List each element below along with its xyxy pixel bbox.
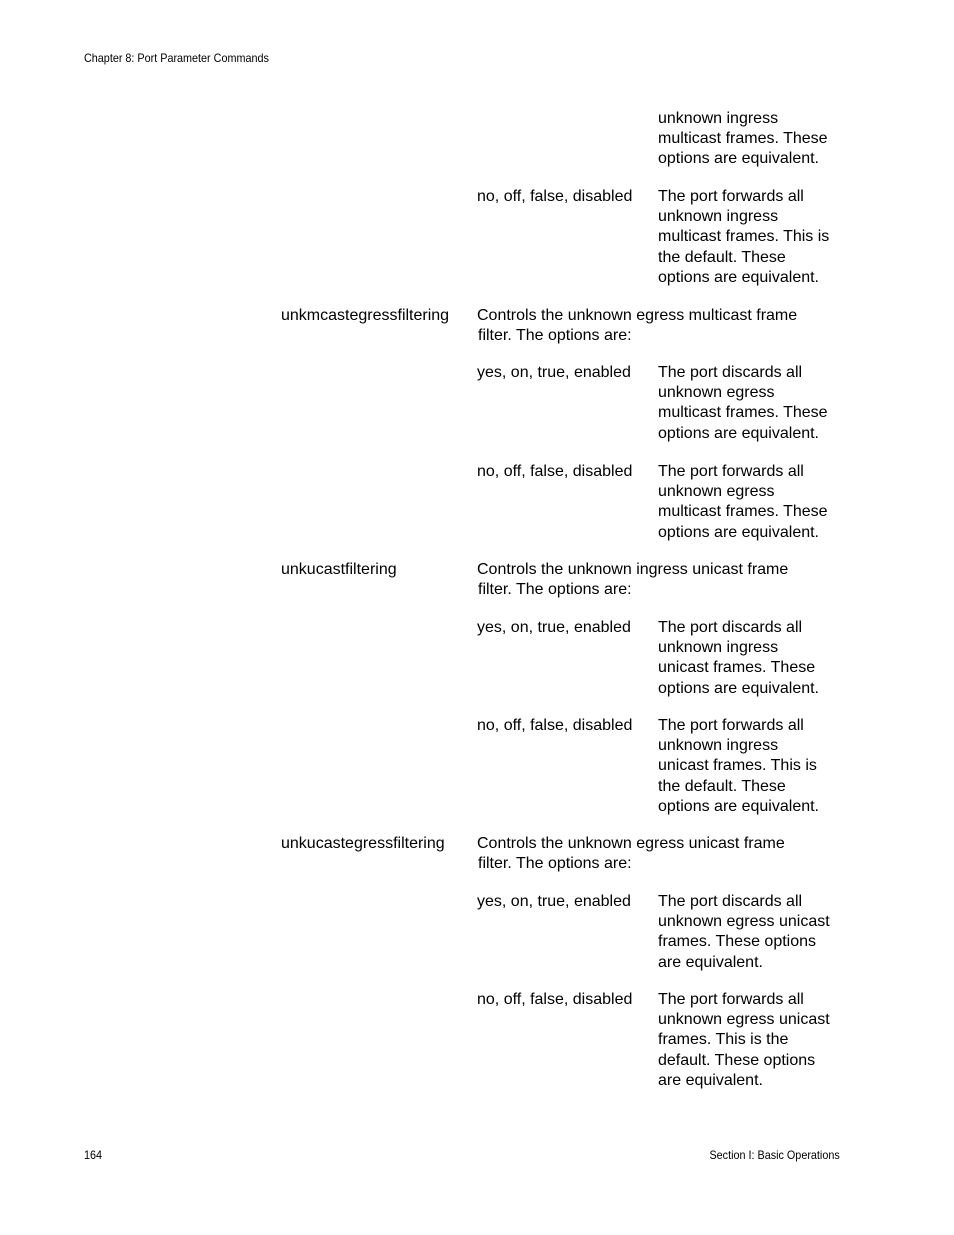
- text-line: unknown egress: [658, 384, 775, 402]
- text-line: are equivalent.: [658, 1071, 763, 1089]
- parameter-name: unkucastegressfiltering: [281, 835, 445, 852]
- text-line: unknown ingress: [658, 110, 779, 127]
- text-line: unknown ingress: [658, 208, 779, 226]
- option-description: [658, 109, 828, 170]
- running-header: Chapter 8: Port Parameter Commands: [84, 51, 269, 65]
- text-line: The port discards all: [658, 364, 803, 381]
- parameter-description: [477, 834, 785, 874]
- text-line: The port forwards all: [658, 188, 804, 205]
- option-label: yes, on, true, enabled: [477, 619, 631, 636]
- page-number: 164: [84, 1148, 103, 1162]
- text-line: unknown ingress: [658, 737, 779, 755]
- text-line: options are equivalent.: [658, 150, 819, 168]
- text-line: frames. These options: [658, 933, 817, 951]
- text-line: multicast frames. These: [658, 404, 828, 422]
- parameter-description: [477, 306, 797, 346]
- text-line: frames. This is the: [658, 1031, 789, 1049]
- option-description: [658, 363, 828, 444]
- text-line: The port forwards all: [658, 717, 804, 734]
- option-description: [658, 892, 830, 973]
- text-line: unknown ingress: [658, 639, 779, 657]
- text-line: unicast frames. This is: [658, 757, 817, 775]
- text-line: unknown egress: [658, 483, 775, 501]
- option-label: no, off, false, disabled: [477, 188, 633, 205]
- parameter-name: unkmcastegressfiltering: [281, 307, 450, 324]
- text-line: unknown egress unicast: [658, 1011, 830, 1029]
- text-line: the default. These: [658, 777, 786, 795]
- option-description: [658, 716, 819, 817]
- option-description: [658, 990, 830, 1091]
- text-line: options are equivalent.: [658, 268, 819, 286]
- option-description: [658, 618, 819, 699]
- option-label: no, off, false, disabled: [477, 991, 633, 1008]
- text-line: the default. These: [658, 248, 786, 266]
- option-description: [658, 187, 829, 288]
- text-line: options are equivalent.: [658, 424, 819, 442]
- text-line: Controls the unknown egress unicast frame: [477, 835, 785, 852]
- text-line: multicast frames. These: [658, 503, 828, 521]
- text-line: options are equivalent.: [658, 679, 819, 697]
- text-line: multicast frames. This is: [658, 228, 830, 246]
- parameter-description: [477, 560, 788, 600]
- text-line: The port forwards all: [658, 991, 804, 1008]
- section-footer: Section I: Basic Operations: [709, 1148, 840, 1162]
- option-label: yes, on, true, enabled: [477, 364, 631, 381]
- text-line: Controls the unknown ingress unicast frame: [477, 561, 789, 578]
- text-line: are equivalent.: [658, 953, 763, 971]
- text-line: Controls the unknown egress multicast frame: [477, 307, 798, 324]
- text-line: filter. The options are:: [478, 855, 632, 873]
- option-label: yes, on, true, enabled: [477, 893, 631, 910]
- text-line: The port forwards all: [658, 463, 804, 480]
- parameter-name: unkucastfiltering: [281, 561, 397, 578]
- option-label: no, off, false, disabled: [477, 717, 633, 734]
- text-line: unknown egress unicast: [658, 913, 830, 931]
- text-line: The port discards all: [658, 893, 803, 910]
- text-line: multicast frames. These: [658, 130, 828, 148]
- text-line: options are equivalent.: [658, 797, 819, 815]
- option-description: [658, 462, 828, 543]
- text-line: filter. The options are:: [478, 581, 632, 599]
- text-line: options are equivalent.: [658, 523, 819, 541]
- text-line: The port discards all: [658, 619, 803, 636]
- option-label: no, off, false, disabled: [477, 463, 633, 480]
- text-line: unicast frames. These: [658, 659, 816, 677]
- text-line: default. These options: [658, 1051, 816, 1069]
- text-line: filter. The options are:: [478, 327, 632, 345]
